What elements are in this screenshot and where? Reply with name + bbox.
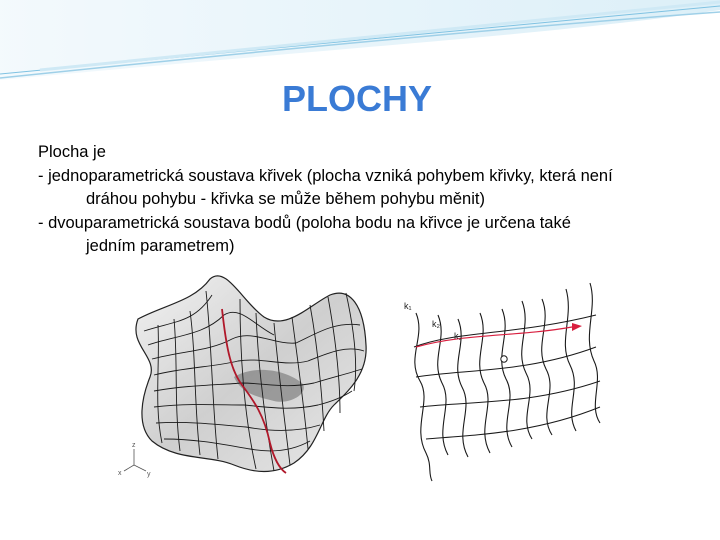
bullet-continuation: jedním parametrem): [86, 237, 235, 255]
curve-label-k3: k₃: [454, 331, 463, 341]
axis-label-y: y: [147, 471, 151, 478]
direction-arrow-head: [572, 323, 582, 331]
bullet-line: - dvouparametrická soustava bodů (poloha bodu na křivce je určena také: [38, 213, 571, 232]
curve-family: [415, 283, 600, 481]
intro-line: Plocha je: [38, 143, 106, 161]
axes-tripod: [124, 449, 146, 471]
axis-label-z: z: [132, 442, 136, 449]
header-decoration: [0, 0, 720, 80]
axis-label-x: x: [118, 470, 122, 477]
slide-title: [0, 78, 720, 120]
bullet-item: [38, 165, 668, 212]
curve-family-illustration: [396, 277, 610, 487]
curve-point: [501, 356, 507, 362]
bullet-item: [38, 212, 668, 259]
slide-title-text: PLOCHY: [281, 78, 432, 119]
curve-label-k1: k₁: [404, 301, 412, 311]
direction-arrow-line: [416, 327, 572, 347]
slide-body: [38, 141, 668, 259]
surface-3d-illustration: [114, 265, 386, 487]
bullet-line: - jednoparametrická soustava křivek (plocha vzniká pohybem křivky, která není: [38, 166, 613, 185]
curve-label-k2: k₂: [432, 319, 440, 329]
surface-figure: [114, 265, 610, 487]
bullet-continuation: dráhou pohybu - křivka se může během pohybu měnit): [86, 190, 485, 208]
